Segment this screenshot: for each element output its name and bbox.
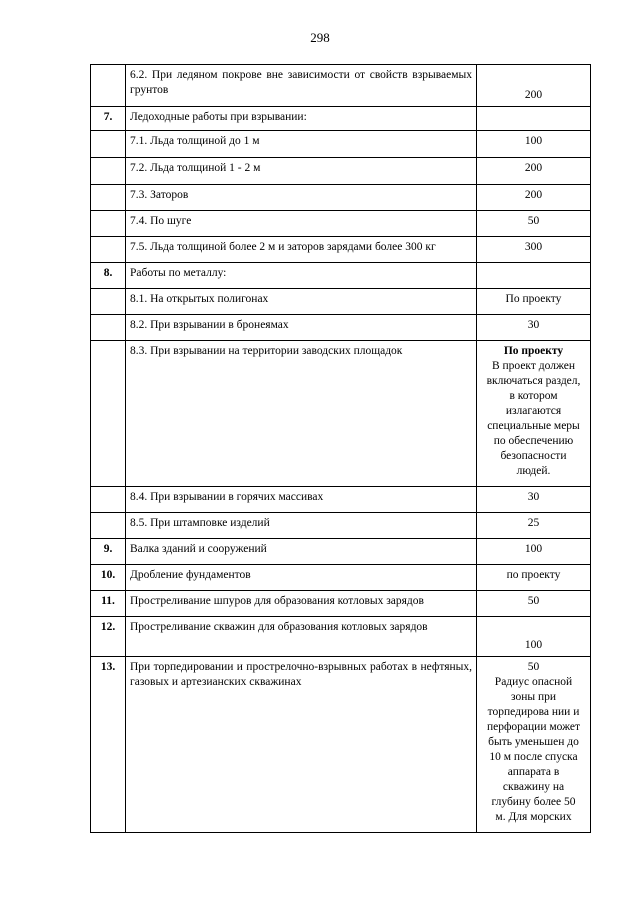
row-description: При торпедировании и прострелочно-взрывных работах в нефтяных, газовых и артезианских скважинах xyxy=(126,657,477,833)
row-number: 7. xyxy=(91,107,126,131)
row-description: 7.1. Льда толщиной до 1 м xyxy=(126,131,477,158)
row-value: 200 xyxy=(477,65,591,107)
table-row xyxy=(91,315,591,341)
note-line: зоны при xyxy=(510,691,557,703)
note-line: людей. xyxy=(516,465,551,477)
row-description: 8.4. При взрывании в горячих массивах xyxy=(126,487,477,513)
table-row xyxy=(91,237,591,263)
table-row xyxy=(91,617,591,657)
table-row xyxy=(91,341,591,487)
value-main: 50 xyxy=(527,661,540,673)
row-number: 12. xyxy=(91,617,126,657)
table-row xyxy=(91,107,591,131)
row-value-note xyxy=(477,341,591,487)
safety-distance-table xyxy=(90,64,591,833)
note-line: перфорации может xyxy=(486,721,581,733)
row-description: 7.3. Заторов xyxy=(126,185,477,211)
table-row xyxy=(91,131,591,158)
note-line: в котором xyxy=(509,390,558,402)
row-description: Прострeливание шпуров для образования котловых зарядов xyxy=(126,591,477,617)
row-value: 200 xyxy=(477,185,591,211)
row-value: 25 xyxy=(477,513,591,539)
note-line: специальные меры xyxy=(487,420,580,432)
row-number xyxy=(91,211,126,237)
row-description: 7.2. Льда толщиной 1 - 2 м xyxy=(126,158,477,185)
row-description: 7.5. Льда толщиной более 2 м и заторов зарядами более 300 кг xyxy=(126,237,477,263)
note-line: включаться раздел, xyxy=(486,375,581,387)
row-number xyxy=(91,341,126,487)
row-number xyxy=(91,487,126,513)
row-number xyxy=(91,289,126,315)
row-number: 9. xyxy=(91,539,126,565)
row-description: Дробление фундаментов xyxy=(126,565,477,591)
table-row xyxy=(91,211,591,237)
row-number xyxy=(91,131,126,158)
row-description: 8.5. При штамповке изделий xyxy=(126,513,477,539)
table-row xyxy=(91,657,591,833)
row-number xyxy=(91,237,126,263)
value-bold: По проекту xyxy=(503,345,564,357)
note-line: В проект должен xyxy=(491,360,576,372)
table-row xyxy=(91,539,591,565)
row-value: 100 xyxy=(477,539,591,565)
row-value xyxy=(477,263,591,289)
row-number: 10. xyxy=(91,565,126,591)
row-number xyxy=(91,513,126,539)
row-description: Валка зданий и сооружений xyxy=(126,539,477,565)
row-description: Ледоходные работы при взрывании: xyxy=(126,107,477,131)
row-value: 30 xyxy=(477,487,591,513)
row-value: 50 xyxy=(477,591,591,617)
row-description: 6.2. При ледяном покрове вне зависимости от свойств взрываемых грунтов xyxy=(126,65,477,107)
table-row xyxy=(91,263,591,289)
row-value: 100 xyxy=(477,617,591,657)
row-description: 8.2. При взрывании в бронеямах xyxy=(126,315,477,341)
table-row xyxy=(91,158,591,185)
row-value: По проекту xyxy=(477,289,591,315)
row-value: 50 xyxy=(477,211,591,237)
table-row xyxy=(91,289,591,315)
note-line: торпедирова нии и xyxy=(487,706,580,718)
note-line: безопасности xyxy=(500,450,567,462)
note-line: аппарата в xyxy=(507,766,560,778)
page-number: 298 xyxy=(310,30,330,45)
row-value: 300 xyxy=(477,237,591,263)
note-line: глубину более 50 xyxy=(491,796,576,808)
row-value: по проекту xyxy=(477,565,591,591)
note-line: излагаются xyxy=(505,405,562,417)
row-number: 8. xyxy=(91,263,126,289)
note-line: Радиус опасной xyxy=(494,676,573,688)
row-value xyxy=(477,107,591,131)
row-number xyxy=(91,158,126,185)
table-row xyxy=(91,513,591,539)
note-line: по обеспечению xyxy=(493,435,574,447)
note-line: 10 м после спуска xyxy=(489,751,578,763)
row-description: Прострeливание скважин для образования котловых зарядов xyxy=(126,617,477,657)
row-description: 8.3. При взрывании на территории заводских площадок xyxy=(126,341,477,487)
row-value-note xyxy=(477,657,591,833)
row-description: Работы по металлу: xyxy=(126,263,477,289)
table-row xyxy=(91,65,591,107)
row-value: 200 xyxy=(477,158,591,185)
note-line: скважину на xyxy=(502,781,565,793)
table-row xyxy=(91,185,591,211)
note-line: м. Для морских xyxy=(495,811,572,823)
row-description: 8.1. На открытых полигонах xyxy=(126,289,477,315)
table-row xyxy=(91,565,591,591)
table-row xyxy=(91,591,591,617)
note-line: быть уменьшен до xyxy=(488,736,579,748)
row-value: 100 xyxy=(477,131,591,158)
row-number xyxy=(91,65,126,107)
table-row xyxy=(91,487,591,513)
row-value: 30 xyxy=(477,315,591,341)
row-number: 13. xyxy=(91,657,126,833)
row-description: 7.4. По шуге xyxy=(126,211,477,237)
row-number xyxy=(91,315,126,341)
row-number: 11. xyxy=(91,591,126,617)
row-number xyxy=(91,185,126,211)
